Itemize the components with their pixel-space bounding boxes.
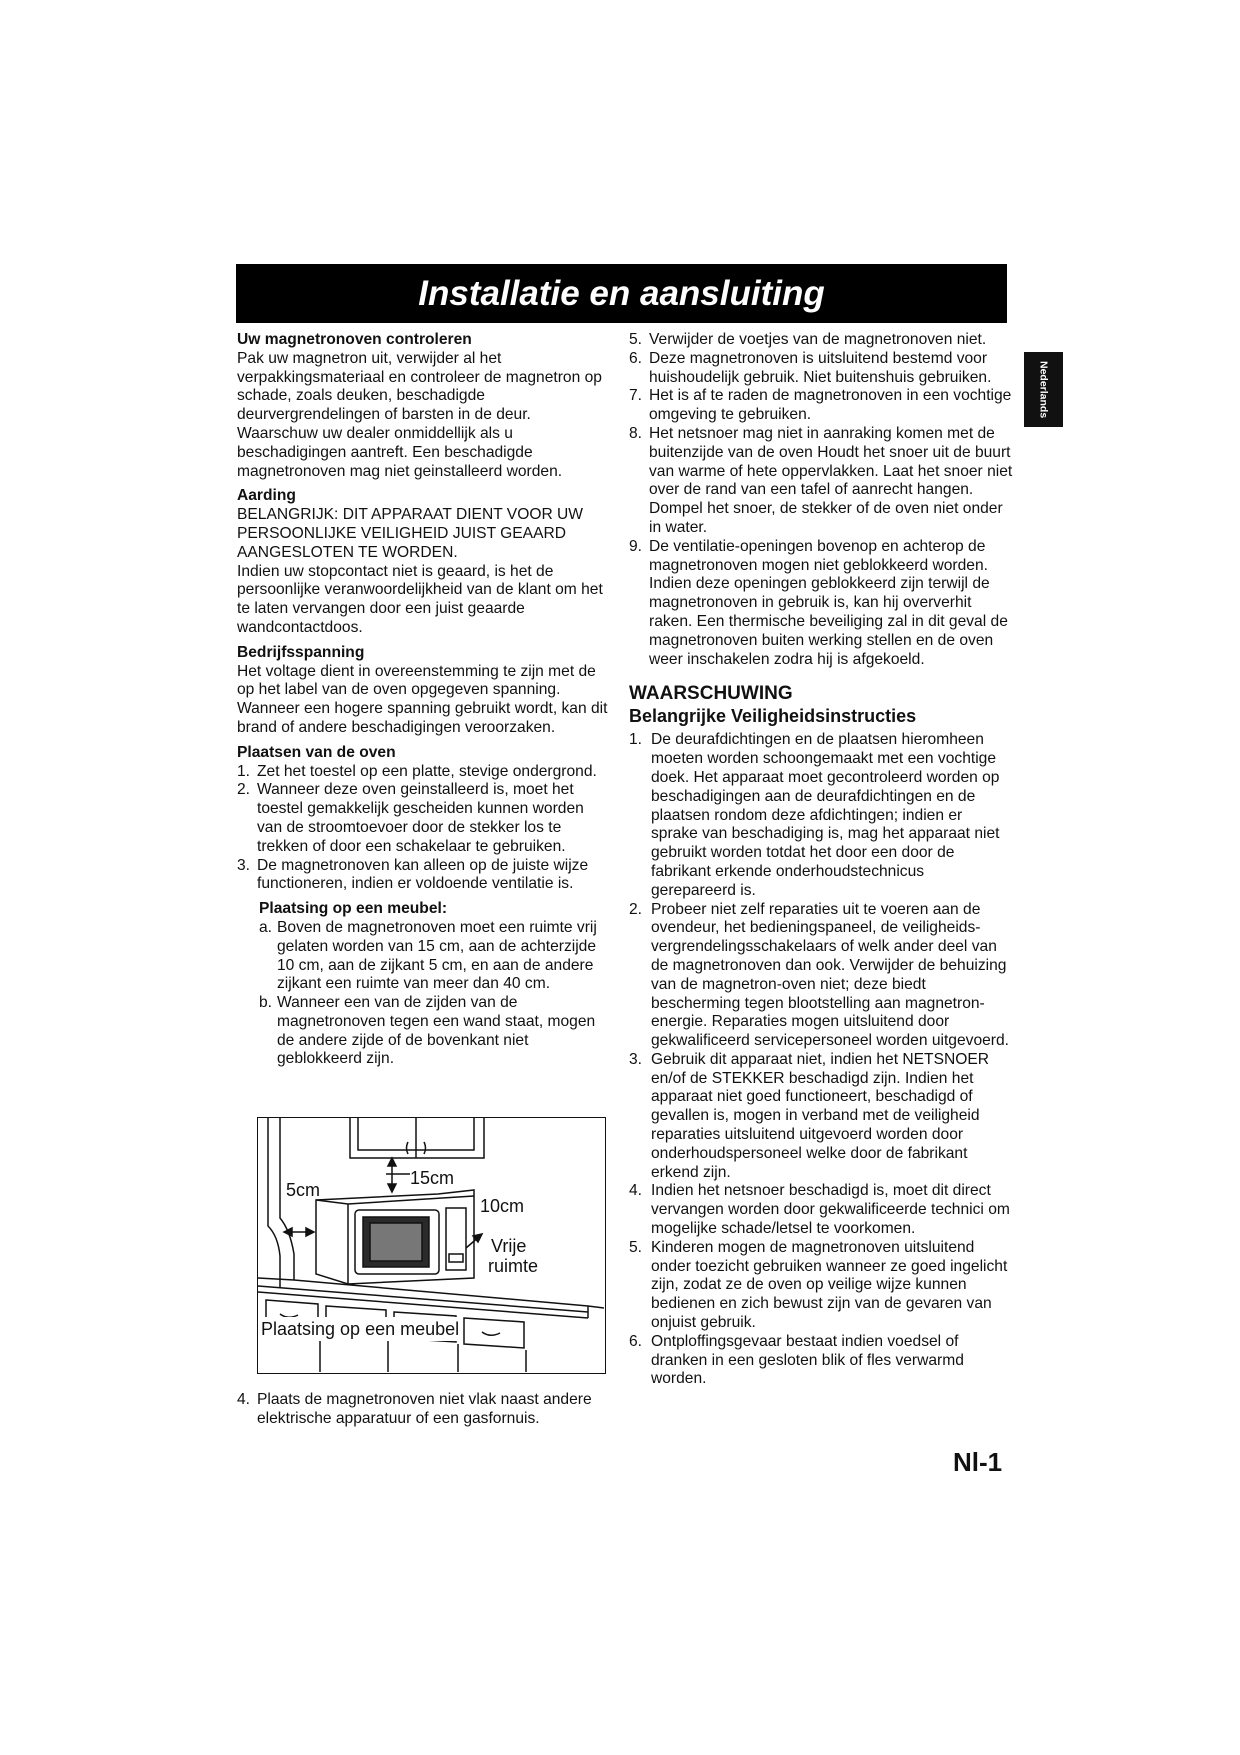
- placement-list-continued: [629, 331, 1013, 669]
- list-item: 4. Plaats de magnetronoven niet vlak naast andere elektrische apparatuur of een gasfornuis.: [237, 1391, 592, 1427]
- figure-caption: Plaatsing op een meubel: [258, 1317, 462, 1341]
- list-item: 8. Het netsnoer mag niet in aanraking komen met de buitenzijde van de oven Houdt het snoer uit de buurt van warme of hete oppervlakken. Laat het snoer niet over de rand van een tafel of aanrecht hangen. Dompel het snoer, de stekker of de oven niet onder in water.: [629, 424, 1013, 536]
- label-top-clearance: 15cm: [410, 1168, 455, 1188]
- furniture-list: [259, 919, 609, 1069]
- placement-illustration: [257, 1117, 606, 1374]
- list-item: a. Boven de magnetronoven moet een ruimte vrij gelaten worden van 15 cm, aan de achterzijde 10 cm, aan de zijkant 5 cm, en aan de andere zijkant een ruimte van meer dan 40 cm.: [259, 918, 597, 993]
- label-free-space-2: ruimte: [488, 1256, 539, 1276]
- section-caps-grounding: BELANGRIJK: DIT APPARAAT DIENT VOOR UW PERSOONLIJKE VEILIGHEID JUIST GEAARD AANGESLOTEN TE WORDEN.: [237, 506, 584, 561]
- placement-item-4: [237, 1391, 609, 1429]
- list-item: 4. Indien het netsnoer beschadigd is, moet dit direct vervangen worden door gekwalificeerde technici om mogelijke schade/letsel te voorkomen.: [629, 1182, 1010, 1238]
- placement-list: [237, 763, 609, 895]
- safety-instructions-list: [629, 731, 1013, 1389]
- section-heading-placement: Plaatsen van de oven: [237, 743, 396, 761]
- list-item: 2. Probeer niet zelf reparaties uit te voeren aan de ovendeur, het bedieningspaneel, de veiligheids-vergrendelingsschakelaars of welk ander deel van de magnetronoven dan ook. Verwijder de behuizing van de magnetron-oven niet; deze biedt bescherming tegen blootstelling aan magnetron-energie. Reparaties mogen uitsluitend door gekwalificeerd servicepersoneel worden uitgevoerd.: [629, 900, 1009, 1050]
- label-free-space-1: Vrije: [491, 1236, 527, 1256]
- section-heading-voltage: Bedrijfsspanning: [237, 643, 365, 661]
- section-text-grounding: Indien uw stopcontact niet is geaard, is het de persoonlijke veranwoordelijkheid van de klant om het te laten vervangen door een juist geaarde wandcontactdoos.: [237, 562, 603, 636]
- list-item: 3. Gebruik dit apparaat niet, indien het NETSNOER en/of de STEKKER beschadigd zijn. Indien het apparaat niet goed functioneert, beschadigd of gevallen is, mogen in verband met de veiligheid reparaties uitsluitend uitgevoerd worden door onderhoudspersoneel welke door de fabrikant erkend zijn.: [629, 1050, 990, 1181]
- section-heading-check: Uw magnetronoven controleren: [237, 331, 472, 348]
- page-title: Installatie en aansluiting: [236, 264, 1007, 323]
- right-column: [629, 331, 1013, 1389]
- warning-title: WAARSCHUWING: [629, 683, 793, 705]
- sub-heading-furniture: Plaatsing op een meubel:: [259, 900, 448, 918]
- page-number: Nl-1: [953, 1447, 1003, 1477]
- label-side-clearance: 5cm: [286, 1180, 321, 1200]
- list-item: 6. Ontploffingsgevaar bestaat indien voedsel of dranken in een gesloten blik of fles verwarmd worden.: [629, 1332, 964, 1388]
- list-item: 6. Deze magnetronoven is uitsluitend bestemd voor huishoudelijk gebruik. Niet buitenshuis gebruiken.: [629, 349, 992, 386]
- section-text-voltage: Het voltage dient in overeenstemming te zijn met de op het label van de oven opgegeven spanning. Wanneer een hogere spanning gebruikt wordt, kan dit brand of andere beschadigingen veroorzaken.: [237, 662, 608, 736]
- list-item: 5. Verwijder de voetjes van de magnetronoven niet.: [629, 331, 987, 348]
- section-heading-grounding: Aarding: [237, 487, 296, 505]
- list-item: 9. De ventilatie-openingen bovenop en achterop de magnetronoven mogen niet geblokkeerd worden. Indien deze openingen geblokkeerd zijn terwijl de magnetronoven in gebruik is, kan hij oververhit raken. Een thermische beveiliging zal in dit geval de magnetronoven buiten werking stellen en de oven weer inschakelen zodra hij is afgekoeld.: [629, 537, 1008, 668]
- list-item: 3. De magnetronoven kan alleen op de juiste wijze functioneren, indien er voldoende ventilatie is.: [237, 856, 589, 893]
- warning-subtitle: Belangrijke Veiligheidsinstructies: [629, 706, 917, 727]
- label-back-clearance: 10cm: [480, 1196, 525, 1216]
- list-item: 1. Zet het toestel op een platte, stevige ondergrond.: [237, 762, 597, 780]
- list-item: 5. Kinderen mogen de magnetronoven uitsluitend onder toezicht gebruiken wanneer ze goed ingelicht zijn, zodat ze de oven op veilige wijze kunnen bedienen en zich bewust zijn van de gevaren van onjuist gebruik.: [629, 1238, 1008, 1332]
- list-item: b. Wanneer een van de zijden van de magnetronoven tegen een wand staat, mogen de andere zijde of de bovenkant niet geblokkeerd zijn.: [259, 994, 596, 1068]
- list-item: 7. Het is af te raden de magnetronoven in een vochtige omgeving te gebruiken.: [629, 387, 1012, 424]
- furniture-placement: [259, 900, 609, 1069]
- section-text-check: Pak uw magnetron uit, verwijder al het verpakkingsmateriaal en controleer de magnetron op schade, zoals deuken, beschadigde deurvergrendelingen of barsten in de deur. Waarschuw uw dealer onmiddellijk als u beschadigingen aantreft. Een beschadigde magnetronoven mag niet geinstalleerd worden.: [237, 349, 602, 480]
- left-column: [237, 331, 609, 1069]
- language-tab: Nederlands: [1024, 352, 1063, 427]
- list-item: 2. Wanneer deze oven geinstalleerd is, moet het toestel gemakkelijk gescheiden kunnen worden van de stroomtoevoer door de stekker los te trekken of door een schakelaar te gebruiken.: [237, 781, 584, 855]
- list-item: 1. De deurafdichtingen en de plaatsen hieromheen moeten worden schoongemaakt met een vochtige doek. Het apparaat moet gecontroleerd worden op beschadigingen aan de deurafdichtingen en de plaatsen rondom deze afdichtingen; indien er sprake van beschadiging is, mag het apparaat niet gebruikt worden totdat het door een door de fabrikant erkende onderhoudstechnicus gerepareerd is.: [629, 731, 1000, 899]
